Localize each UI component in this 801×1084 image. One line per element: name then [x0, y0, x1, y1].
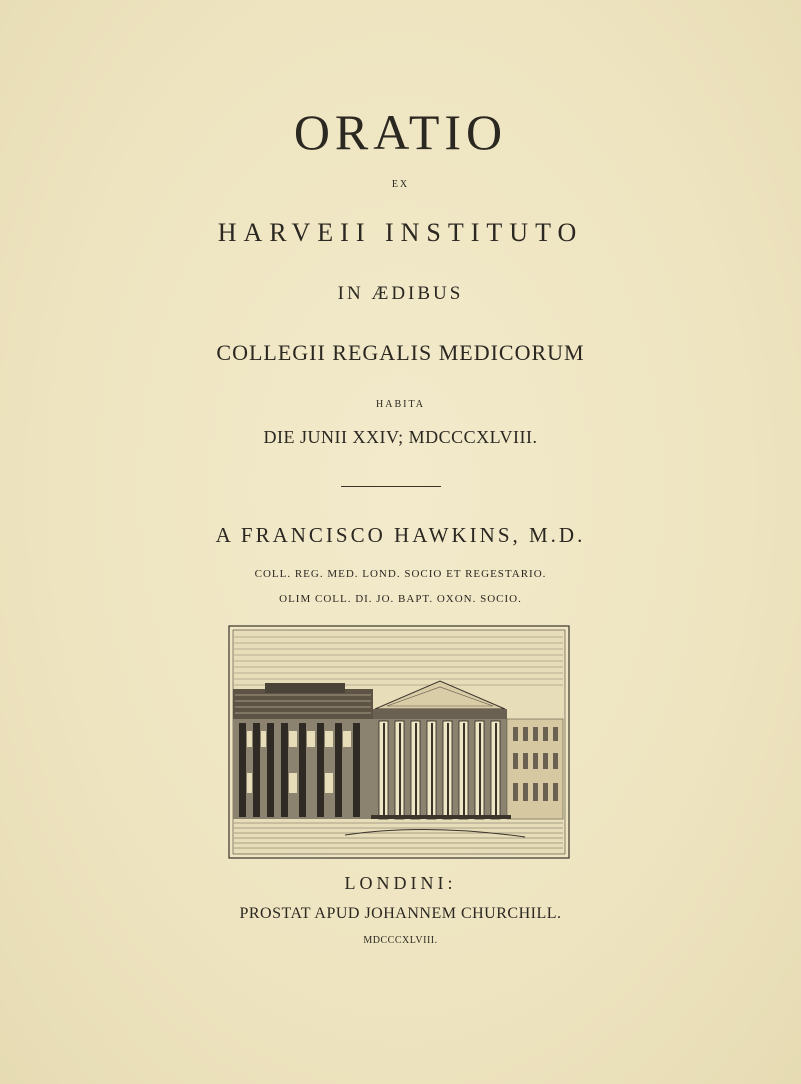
- habita-line: HABITA: [376, 399, 425, 410]
- imprint-city: LONDINI:: [344, 873, 457, 893]
- divider-rule: [341, 486, 441, 487]
- affiliation-line-2: OLIM COLL. DI. JO. BAPT. OXON. SOCIO.: [279, 593, 522, 605]
- author-line: A FRANCISCO HAWKINS, M.D.: [215, 523, 586, 547]
- place-line: IN ÆDIBUS: [337, 283, 464, 304]
- affiliation-line-1: COLL. REG. MED. LOND. SOCIO ET REGESTARIO.: [254, 568, 547, 580]
- date-line: DIE JUNII XXIV; MDCCCXLVIII.: [263, 427, 538, 447]
- institution-line: COLLEGII REGALIS MEDICORUM: [216, 340, 585, 365]
- imprint-year: MDCCCXLVIII.: [363, 935, 438, 946]
- page-title: ORATIO: [293, 104, 508, 160]
- imprint-publisher: PROSTAT APUD JOHANNEM CHURCHILL.: [239, 905, 562, 922]
- building-engraving: [225, 623, 572, 861]
- ex-line: EX: [391, 179, 410, 190]
- subject-line: HARVEII INSTITUTO: [217, 218, 584, 247]
